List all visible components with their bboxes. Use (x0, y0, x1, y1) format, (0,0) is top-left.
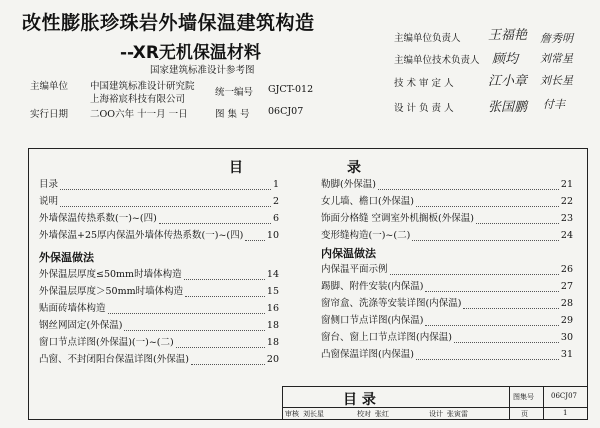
toc-section-title: 内保温做法 (321, 247, 376, 260)
signature-name: 顾均 (492, 52, 519, 67)
signature-name-secondary: 刘长星 (540, 74, 573, 87)
document-category: 国家建筑标准设计参考图 (150, 65, 255, 76)
review-label: 审核 (285, 410, 299, 418)
toc-section-title: 外保温做法 (39, 251, 94, 264)
toc-entry[interactable]: 外保温层厚度＞50mm时墙体构造 15 (39, 286, 279, 297)
signature-role: 设 计 负 责 人 (394, 103, 454, 114)
toc-entry[interactable]: 说明 2 (39, 196, 279, 207)
toc-entry[interactable]: 目录 1 (39, 179, 279, 190)
toc-heading-right: 录 (347, 160, 361, 176)
org-label: 主编单位 (30, 81, 69, 92)
code-label: 统一编号 (215, 87, 254, 98)
toc-entry[interactable]: 变形缝构造(一)~(二) 24 (321, 230, 573, 241)
page-label: 页 (521, 410, 528, 418)
toc-entry[interactable]: 外保温层厚度≤50mm时墙体构造 14 (39, 269, 279, 280)
document-subtitle-material: --XR无机保温材料 (120, 43, 261, 63)
signature-name-secondary: 詹秀明 (540, 32, 573, 45)
title-block-atlas-label: 图集号 (513, 393, 534, 401)
check-label: 校对 (357, 410, 371, 418)
signature-name: 王福艳 (488, 28, 528, 43)
toc-heading-left: 目 (229, 160, 243, 176)
design-name: 张寅雷 (447, 410, 468, 418)
toc-entry[interactable]: 饰面分格缝 空调室外机搁板(外保温) 23 (321, 213, 573, 224)
toc-entry[interactable]: 女儿墙、檐口(外保温) 22 (321, 196, 573, 207)
atlas-label: 图 集 号 (215, 109, 250, 120)
toc-entry[interactable]: 贴面砖墙体构造 16 (39, 303, 279, 314)
toc-entry[interactable]: 外墙保温传热系数(一)~(四) 6 (39, 213, 279, 224)
signature-name-secondary: 刘常星 (540, 52, 573, 65)
toc-entry[interactable]: 窗侧口节点详图(内保温) 29 (321, 315, 573, 326)
title-block-name: 目 录 (343, 392, 376, 408)
toc-entry[interactable]: 窗帘盒、洗涤等安装详图(内保温) 28 (321, 298, 573, 309)
design-label: 设计 (429, 410, 443, 418)
date-label: 实行日期 (30, 109, 69, 120)
toc-entry[interactable]: 勒脚(外保温) 21 (321, 179, 573, 190)
signature-role: 主编单位技术负责人 (394, 55, 480, 66)
toc-entry[interactable]: 踢脚、附件安装(内保温) 27 (321, 281, 573, 292)
date-value: 二OO六年 十一月 一日 (90, 109, 188, 120)
page-value: 1 (563, 409, 568, 417)
signature-role: 技 术 审 定 人 (394, 78, 454, 89)
toc-entry[interactable]: 凸窗、不封闭阳台保温详图(外保温) 20 (39, 354, 279, 365)
toc-entry[interactable]: 凸窗保温详图(内保温) 31 (321, 349, 573, 360)
signature-name-secondary: 付丰 (543, 98, 565, 111)
toc-entry[interactable]: 钢丝网固定(外保温) 18 (39, 320, 279, 331)
toc-entry[interactable]: 窗口节点详图(外保温)(一)~(二) 18 (39, 337, 279, 348)
org-name-1: 中国建筑标准设计研究院 (90, 81, 195, 92)
document-title: 改性膨胀珍珠岩外墙保温建筑构造 (22, 12, 315, 34)
atlas-value: 06CJ07 (268, 106, 304, 117)
check-name: 张红 (375, 410, 389, 418)
title-block-atlas-value: 06CJ07 (551, 392, 577, 400)
toc-entry[interactable]: 窗台、窗上口节点详图(内保温) 30 (321, 332, 573, 343)
org-name-2: 上海裕宸科技有限公司 (90, 94, 186, 105)
signature-name: 江小章 (488, 74, 528, 89)
toc-entry[interactable]: 内保温平面示例 26 (321, 264, 573, 275)
code-value: GJCT-012 (268, 84, 314, 95)
toc-entry[interactable]: 外墙保温+25厚内保温外墙体传热系数(一)~(四) 10 (39, 230, 279, 241)
signature-name: 张国鹏 (488, 100, 528, 115)
signature-role: 主编单位负责人 (394, 33, 461, 44)
review-name: 刘长星 (303, 410, 324, 418)
title-block (282, 386, 587, 419)
toc-frame (28, 148, 588, 420)
